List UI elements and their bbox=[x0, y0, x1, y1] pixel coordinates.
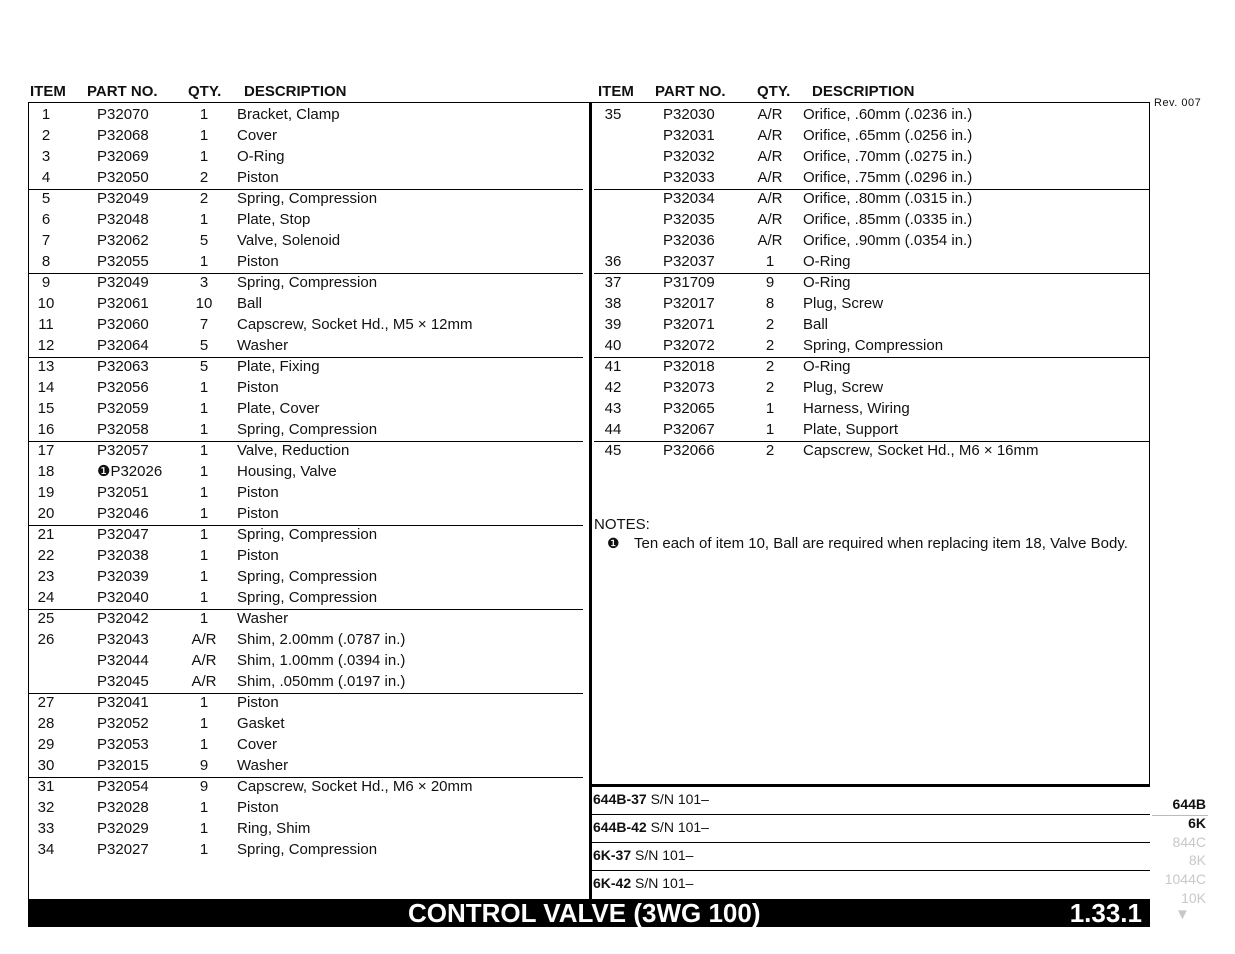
part-number-cell: P32070 bbox=[97, 106, 149, 123]
quantity-cell: 1 bbox=[199, 148, 209, 165]
description-cell: Gasket bbox=[237, 715, 285, 732]
item-cell: 42 bbox=[604, 379, 622, 396]
part-number-cell: P32034 bbox=[663, 190, 715, 207]
part-number-cell: P32067 bbox=[663, 421, 715, 438]
item-cell: 23 bbox=[37, 568, 55, 585]
item-cell: 19 bbox=[37, 484, 55, 501]
item-cell: 18 bbox=[37, 463, 55, 480]
item-cell: 7 bbox=[41, 232, 51, 249]
serial-entry bbox=[593, 875, 1149, 895]
quantity-cell: 9 bbox=[199, 778, 209, 795]
header-qty-right: QTY. bbox=[757, 83, 791, 100]
serial-range: S/N 101– bbox=[646, 791, 709, 807]
part-number-cell: P32048 bbox=[97, 211, 149, 228]
quantity-cell: A/R bbox=[757, 148, 783, 165]
part-number-cell: P32049 bbox=[97, 274, 149, 291]
model-index-item: 8K bbox=[1188, 852, 1206, 868]
quantity-cell: 10 bbox=[195, 295, 213, 312]
quantity-cell: 1 bbox=[199, 127, 209, 144]
header-description-right: DESCRIPTION bbox=[812, 83, 915, 100]
description-cell: Piston bbox=[237, 379, 279, 396]
description-cell: Shim, .050mm (.0197 in.) bbox=[237, 673, 406, 690]
top-border-left bbox=[28, 102, 589, 103]
item-cell: 3 bbox=[41, 148, 51, 165]
part-number-cell: P32056 bbox=[97, 379, 149, 396]
description-cell: Orifice, .65mm (.0256 in.) bbox=[803, 127, 973, 144]
serial-entry bbox=[593, 819, 1149, 839]
part-number-cell: P31709 bbox=[663, 274, 715, 291]
item-cell: 28 bbox=[37, 715, 55, 732]
quantity-cell: 1 bbox=[199, 589, 209, 606]
description-cell: Ring, Shim bbox=[237, 820, 311, 837]
quantity-cell: 9 bbox=[765, 274, 775, 291]
right-border bbox=[1149, 102, 1150, 786]
model-code: 6K-42 bbox=[593, 875, 632, 891]
quantity-cell: 3 bbox=[199, 274, 209, 291]
quantity-cell: 2 bbox=[199, 190, 209, 207]
part-number-cell: P32052 bbox=[97, 715, 149, 732]
quantity-cell: A/R bbox=[191, 631, 217, 648]
quantity-cell: 2 bbox=[765, 337, 775, 354]
page-number: 1.33.1 bbox=[1069, 898, 1142, 928]
description-cell: Bracket, Clamp bbox=[237, 106, 340, 123]
quantity-cell: 1 bbox=[199, 715, 209, 732]
part-number-cell: P32028 bbox=[97, 799, 149, 816]
item-cell: 44 bbox=[604, 421, 622, 438]
header-description: DESCRIPTION bbox=[244, 83, 347, 100]
part-number-cell: P32051 bbox=[97, 484, 149, 501]
quantity-cell: 1 bbox=[199, 820, 209, 837]
serial-divider bbox=[592, 814, 1150, 815]
quantity-cell: 2 bbox=[765, 379, 775, 396]
quantity-cell: 2 bbox=[765, 442, 775, 459]
quantity-cell: A/R bbox=[757, 211, 783, 228]
model-index-item: 10K bbox=[1181, 890, 1206, 906]
item-cell: 34 bbox=[37, 841, 55, 858]
part-number-cell: P32071 bbox=[663, 316, 715, 333]
header-item-right: ITEM bbox=[598, 83, 634, 100]
header-item: ITEM bbox=[30, 83, 66, 100]
quantity-cell: 1 bbox=[199, 463, 209, 480]
item-cell: 32 bbox=[37, 799, 55, 816]
item-cell: 43 bbox=[604, 400, 622, 417]
quantity-cell: 5 bbox=[199, 232, 209, 249]
description-cell: Piston bbox=[237, 253, 279, 270]
item-cell: 21 bbox=[37, 526, 55, 543]
description-cell: Capscrew, Socket Hd., M6 × 16mm bbox=[803, 442, 1039, 459]
description-cell: Ball bbox=[803, 316, 829, 333]
description-cell: Shim, 2.00mm (.0787 in.) bbox=[237, 631, 406, 648]
description-cell: Washer bbox=[237, 757, 289, 774]
description-cell: O-Ring bbox=[803, 274, 851, 291]
part-number-cell: P32053 bbox=[97, 736, 149, 753]
item-cell: 45 bbox=[604, 442, 622, 459]
part-number-cell: P32060 bbox=[97, 316, 149, 333]
quantity-cell: 2 bbox=[199, 169, 209, 186]
part-number-cell: P32069 bbox=[97, 148, 149, 165]
part-number-cell: P32043 bbox=[97, 631, 149, 648]
item-cell: 1 bbox=[41, 106, 51, 123]
item-cell: 39 bbox=[604, 316, 622, 333]
quantity-cell: 1 bbox=[765, 253, 775, 270]
description-cell: Spring, Compression bbox=[237, 421, 378, 438]
description-cell: Housing, Valve bbox=[237, 463, 337, 480]
quantity-cell: 1 bbox=[199, 400, 209, 417]
quantity-cell: 1 bbox=[199, 442, 209, 459]
quantity-cell: 1 bbox=[199, 106, 209, 123]
item-cell: 13 bbox=[37, 358, 55, 375]
description-cell: O-Ring bbox=[803, 358, 851, 375]
part-number-cell: P32027 bbox=[97, 841, 149, 858]
quantity-cell: 1 bbox=[199, 505, 209, 522]
note-text: Ten each of item 10, Ball are required when replacing item 18, Valve Body. bbox=[634, 535, 1128, 552]
note-marker-icon: ❶ bbox=[607, 535, 620, 551]
item-cell: 24 bbox=[37, 589, 55, 606]
part-number-cell: P32049 bbox=[97, 190, 149, 207]
description-cell: Plate, Stop bbox=[237, 211, 311, 228]
description-cell: Washer bbox=[237, 610, 289, 627]
description-cell: Ball bbox=[237, 295, 263, 312]
description-cell: Orifice, .90mm (.0354 in.) bbox=[803, 232, 973, 249]
description-cell: Piston bbox=[237, 505, 279, 522]
description-cell: Orifice, .70mm (.0275 in.) bbox=[803, 148, 973, 165]
item-cell: 12 bbox=[37, 337, 55, 354]
serial-range: S/N 101– bbox=[631, 875, 694, 891]
description-cell: Piston bbox=[237, 694, 279, 711]
description-cell: Piston bbox=[237, 169, 279, 186]
part-number-cell: P32054 bbox=[97, 778, 149, 795]
description-cell: Spring, Compression bbox=[237, 841, 378, 858]
description-cell: Orifice, .85mm (.0335 in.) bbox=[803, 211, 973, 228]
description-cell: Plate, Cover bbox=[237, 400, 320, 417]
quantity-cell: 1 bbox=[199, 694, 209, 711]
item-cell: 17 bbox=[37, 442, 55, 459]
quantity-cell: A/R bbox=[757, 232, 783, 249]
part-number-cell: P32046 bbox=[97, 505, 149, 522]
description-cell: Piston bbox=[237, 547, 279, 564]
description-cell: Capscrew, Socket Hd., M5 × 12mm bbox=[237, 316, 473, 333]
description-cell: Spring, Compression bbox=[237, 190, 378, 207]
part-number-cell: P32042 bbox=[97, 610, 149, 627]
item-cell: 2 bbox=[41, 127, 51, 144]
part-number-cell: P32029 bbox=[97, 820, 149, 837]
quantity-cell: 1 bbox=[199, 526, 209, 543]
item-cell: 20 bbox=[37, 505, 55, 522]
part-number-cell: P32030 bbox=[663, 106, 715, 123]
item-cell: 33 bbox=[37, 820, 55, 837]
part-number-cell: P32068 bbox=[97, 127, 149, 144]
header-qty: QTY. bbox=[188, 83, 222, 100]
part-number-cell: P32055 bbox=[97, 253, 149, 270]
description-cell: Spring, Compression bbox=[237, 526, 378, 543]
part-number-cell: P32039 bbox=[97, 568, 149, 585]
serial-range: S/N 101– bbox=[646, 819, 709, 835]
description-cell: Piston bbox=[237, 484, 279, 501]
part-number-cell: P32057 bbox=[97, 442, 149, 459]
quantity-cell: 1 bbox=[199, 841, 209, 858]
item-cell: 37 bbox=[604, 274, 622, 291]
item-cell: 27 bbox=[37, 694, 55, 711]
part-number-cell: P32037 bbox=[663, 253, 715, 270]
item-cell: 5 bbox=[41, 190, 51, 207]
item-cell: 15 bbox=[37, 400, 55, 417]
part-number-cell: P32033 bbox=[663, 169, 715, 186]
serial-entry bbox=[593, 847, 1149, 867]
model-index-item: 6K bbox=[1188, 815, 1206, 831]
quantity-cell: 1 bbox=[199, 379, 209, 396]
model-index-item: 644B bbox=[1172, 796, 1206, 812]
part-number-cell: P32045 bbox=[97, 673, 149, 690]
part-number-cell: P32058 bbox=[97, 421, 149, 438]
part-number-cell: P32044 bbox=[97, 652, 149, 669]
serial-range: S/N 101– bbox=[631, 847, 694, 863]
description-cell: Shim, 1.00mm (.0394 in.) bbox=[237, 652, 406, 669]
description-cell: Spring, Compression bbox=[237, 274, 378, 291]
item-cell: 35 bbox=[604, 106, 622, 123]
model-code: 644B-37 bbox=[593, 791, 647, 807]
quantity-cell: 1 bbox=[199, 421, 209, 438]
description-cell: Spring, Compression bbox=[237, 568, 378, 585]
description-cell: Piston bbox=[237, 799, 279, 816]
part-number-cell: P32061 bbox=[97, 295, 149, 312]
item-cell: 38 bbox=[604, 295, 622, 312]
description-cell: Harness, Wiring bbox=[803, 400, 910, 417]
part-number-cell: P32072 bbox=[663, 337, 715, 354]
serial-box-top bbox=[592, 784, 1150, 787]
quantity-cell: 2 bbox=[765, 358, 775, 375]
quantity-cell: 7 bbox=[199, 316, 209, 333]
quantity-cell: A/R bbox=[757, 106, 783, 123]
description-cell: Spring, Compression bbox=[237, 589, 378, 606]
item-cell: 9 bbox=[41, 274, 51, 291]
part-number-cell: P32015 bbox=[97, 757, 149, 774]
item-cell: 29 bbox=[37, 736, 55, 753]
quantity-cell: A/R bbox=[757, 169, 783, 186]
description-cell: O-Ring bbox=[803, 253, 851, 270]
item-cell: 11 bbox=[38, 316, 54, 333]
quantity-cell: A/R bbox=[191, 673, 217, 690]
description-cell: Valve, Solenoid bbox=[237, 232, 341, 249]
part-number-cell: P32038 bbox=[97, 547, 149, 564]
part-number-cell: P32066 bbox=[663, 442, 715, 459]
quantity-cell: 1 bbox=[199, 547, 209, 564]
quantity-cell: 1 bbox=[199, 736, 209, 753]
item-cell: 41 bbox=[604, 358, 622, 375]
part-number-cell: P32063 bbox=[97, 358, 149, 375]
description-cell: Orifice, .75mm (.0296 in.) bbox=[803, 169, 973, 186]
item-cell: 10 bbox=[37, 295, 55, 312]
quantity-cell: 1 bbox=[199, 211, 209, 228]
quantity-cell: 1 bbox=[199, 253, 209, 270]
part-number-cell: P32041 bbox=[97, 694, 149, 711]
page-title: CONTROL VALVE (3WG 100) bbox=[408, 898, 761, 928]
quantity-cell: A/R bbox=[757, 127, 783, 144]
description-cell: Plug, Screw bbox=[803, 295, 884, 312]
item-cell: 16 bbox=[37, 421, 55, 438]
part-number-cell: P32040 bbox=[97, 589, 149, 606]
item-cell: 14 bbox=[37, 379, 55, 396]
description-cell: Capscrew, Socket Hd., M6 × 20mm bbox=[237, 778, 473, 795]
description-cell: Plate, Fixing bbox=[237, 358, 320, 375]
serial-divider bbox=[592, 842, 1150, 843]
quantity-cell: 1 bbox=[199, 799, 209, 816]
quantity-cell: A/R bbox=[757, 190, 783, 207]
item-cell: 25 bbox=[37, 610, 55, 627]
item-cell: 40 bbox=[604, 337, 622, 354]
description-cell: Washer bbox=[237, 337, 289, 354]
quantity-cell: 8 bbox=[765, 295, 775, 312]
quantity-cell: 1 bbox=[199, 484, 209, 501]
description-cell: Valve, Reduction bbox=[237, 442, 350, 459]
item-cell: 31 bbox=[37, 778, 55, 795]
part-number-cell: P32018 bbox=[663, 358, 715, 375]
part-number-cell: P32073 bbox=[663, 379, 715, 396]
arrow-down-icon: ▼ bbox=[1175, 906, 1190, 923]
quantity-cell: 9 bbox=[199, 757, 209, 774]
part-number-cell: P32064 bbox=[97, 337, 149, 354]
part-number-cell: P32062 bbox=[97, 232, 149, 249]
description-cell: Spring, Compression bbox=[803, 337, 944, 354]
description-cell: Plate, Support bbox=[803, 421, 899, 438]
quantity-cell: 5 bbox=[199, 358, 209, 375]
description-cell: Cover bbox=[237, 127, 278, 144]
serial-divider bbox=[592, 870, 1150, 871]
model-index-item: 844C bbox=[1172, 834, 1206, 850]
title-bar bbox=[28, 899, 1150, 927]
part-number-cell: P32059 bbox=[97, 400, 149, 417]
part-number-cell: P32065 bbox=[663, 400, 715, 417]
part-number-cell: P32032 bbox=[663, 148, 715, 165]
part-number-cell: P32047 bbox=[97, 526, 149, 543]
item-cell: 4 bbox=[41, 169, 51, 186]
quantity-cell: 1 bbox=[199, 568, 209, 585]
quantity-cell: A/R bbox=[191, 652, 217, 669]
quantity-cell: 2 bbox=[765, 316, 775, 333]
header-part-no: PART NO. bbox=[87, 83, 158, 100]
serial-entry bbox=[593, 791, 1149, 811]
item-cell: 26 bbox=[37, 631, 55, 648]
part-number-cell: P32031 bbox=[663, 127, 715, 144]
model-code: 6K-37 bbox=[593, 847, 632, 863]
description-cell: Orifice, .80mm (.0315 in.) bbox=[803, 190, 973, 207]
item-cell: 8 bbox=[41, 253, 51, 270]
quantity-cell: 1 bbox=[199, 610, 209, 627]
quantity-cell: 1 bbox=[765, 421, 775, 438]
description-cell: Plug, Screw bbox=[803, 379, 884, 396]
column-divider bbox=[589, 102, 592, 900]
description-cell: Cover bbox=[237, 736, 278, 753]
description-cell: Orifice, .60mm (.0236 in.) bbox=[803, 106, 973, 123]
description-cell: O-Ring bbox=[237, 148, 285, 165]
quantity-cell: 1 bbox=[765, 400, 775, 417]
model-index-item: 1044C bbox=[1164, 871, 1206, 887]
top-border-right bbox=[592, 102, 1150, 103]
quantity-cell: 5 bbox=[199, 337, 209, 354]
item-cell: 22 bbox=[37, 547, 55, 564]
revision-label: Rev. 007 bbox=[1154, 97, 1202, 109]
item-cell: 6 bbox=[41, 211, 51, 228]
item-cell: 36 bbox=[604, 253, 622, 270]
header-part-no-right: PART NO. bbox=[655, 83, 726, 100]
part-number-cell: P32036 bbox=[663, 232, 715, 249]
part-number-cell: P32017 bbox=[663, 295, 715, 312]
part-number-cell: ❶P32026 bbox=[97, 463, 163, 480]
part-number-cell: P32050 bbox=[97, 169, 149, 186]
model-code: 644B-42 bbox=[593, 819, 647, 835]
item-cell: 30 bbox=[37, 757, 55, 774]
part-number-cell: P32035 bbox=[663, 211, 715, 228]
notes-heading: NOTES: bbox=[594, 516, 650, 533]
